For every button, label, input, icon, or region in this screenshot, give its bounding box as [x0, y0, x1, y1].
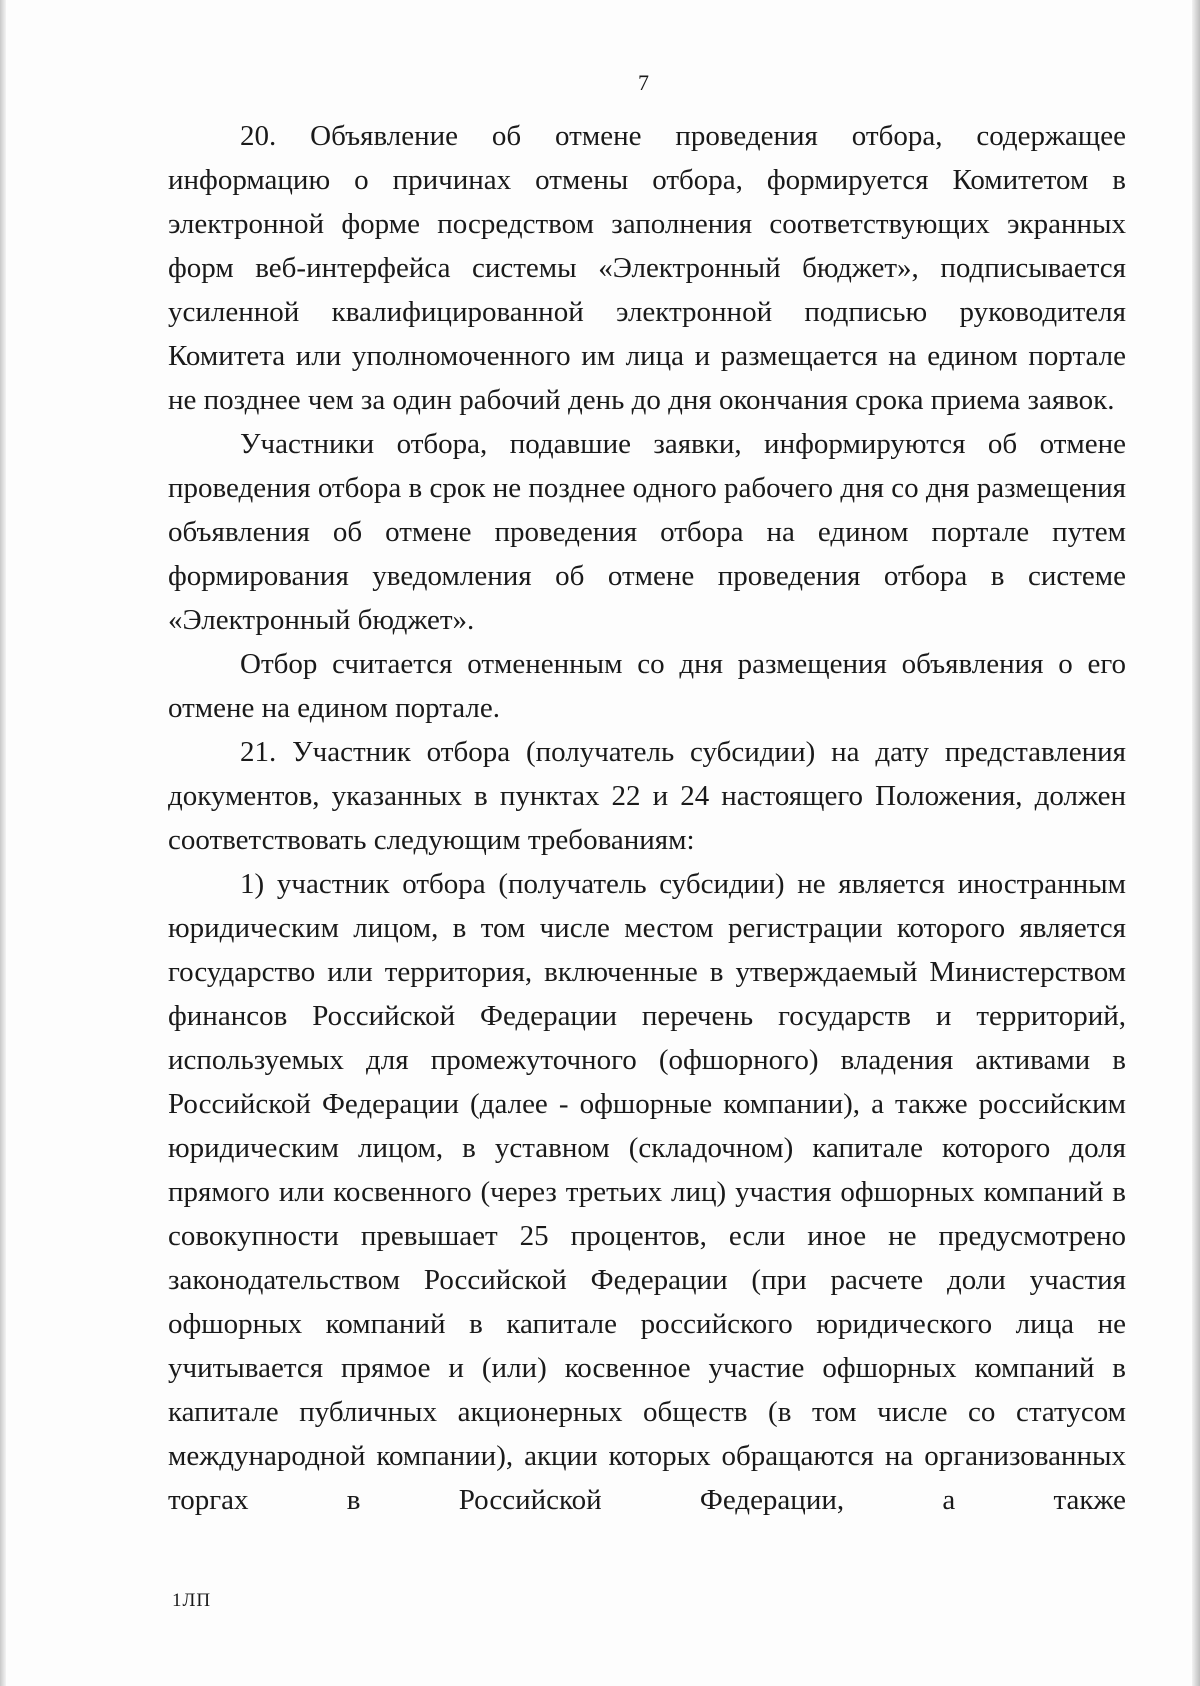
scan-edge-right [1192, 0, 1200, 1686]
paragraph-requirement-1: 1) участник отбора (получатель субсидии) не является иностранным юридическим лицом, в том числе местом регистрации которого является государство или территория, включенные в утверждаемый Министерством финансов Российской Федерации перечень государств и территорий, используемых для промежуточного (офшорного) владения активами в Российской Федерации (далее - офшорные компании), а также российским юридическим лицом, в уставном (складочном) капитале которого доля прямого или косвенного (через третьих лиц) участия офшорных компаний в совокупности превышает 25 процентов, если иное не предусмотрено законодательством Российской Федерации (при расчете доли участия офшорных компаний в капитале российского юридического лица не учитывается прямое и (или) косвенное участие офшорных компаний в капитале публичных акционерных обществ (в том числе со статусом международной компании), акции которых обращаются на организованных торгах в Российской Федерации, а также [168, 868, 1126, 1516]
paragraph-20-cancellation-notice: 20. Объявление об отмене проведения отбора, содержащее информацию о причинах отмены отбора, формируется Комитетом в электронной форме посредством заполнения соответствующих экранных форм веб-интерфейса системы «Электронный бюджет», подписывается усиленной квалифицированной электронной подписью руководителя Комитета или уполномоченного им лица и размещается на едином портале не позднее чем за один рабочий день до дня окончания срока приема заявок. [168, 120, 1126, 416]
document-body [168, 114, 1126, 1522]
paragraph-21-requirements: 21. Участник отбора (получатель субсидии) на дату представления документов, указанных в пунктах 22 и 24 настоящего Положения, должен соответствовать следующим требованиям: [168, 736, 1126, 856]
scan-edge-left [0, 0, 6, 1686]
page-number: 7 [638, 70, 649, 95]
paragraph-participants-informed: Участники отбора, подавшие заявки, информируются об отмене проведения отбора в срок не позднее одного рабочего дня со дня размещения объявления об отмене проведения отбора на едином портале путем формирования уведомления об отмене проведения отбора в системе «Электронный бюджет». [168, 428, 1126, 636]
paragraph-selection-cancelled: Отбор считается отмененным со дня размещения объявления о его отмене на едином портале. [168, 648, 1126, 724]
footer-code: 1ЛП [172, 1590, 212, 1611]
